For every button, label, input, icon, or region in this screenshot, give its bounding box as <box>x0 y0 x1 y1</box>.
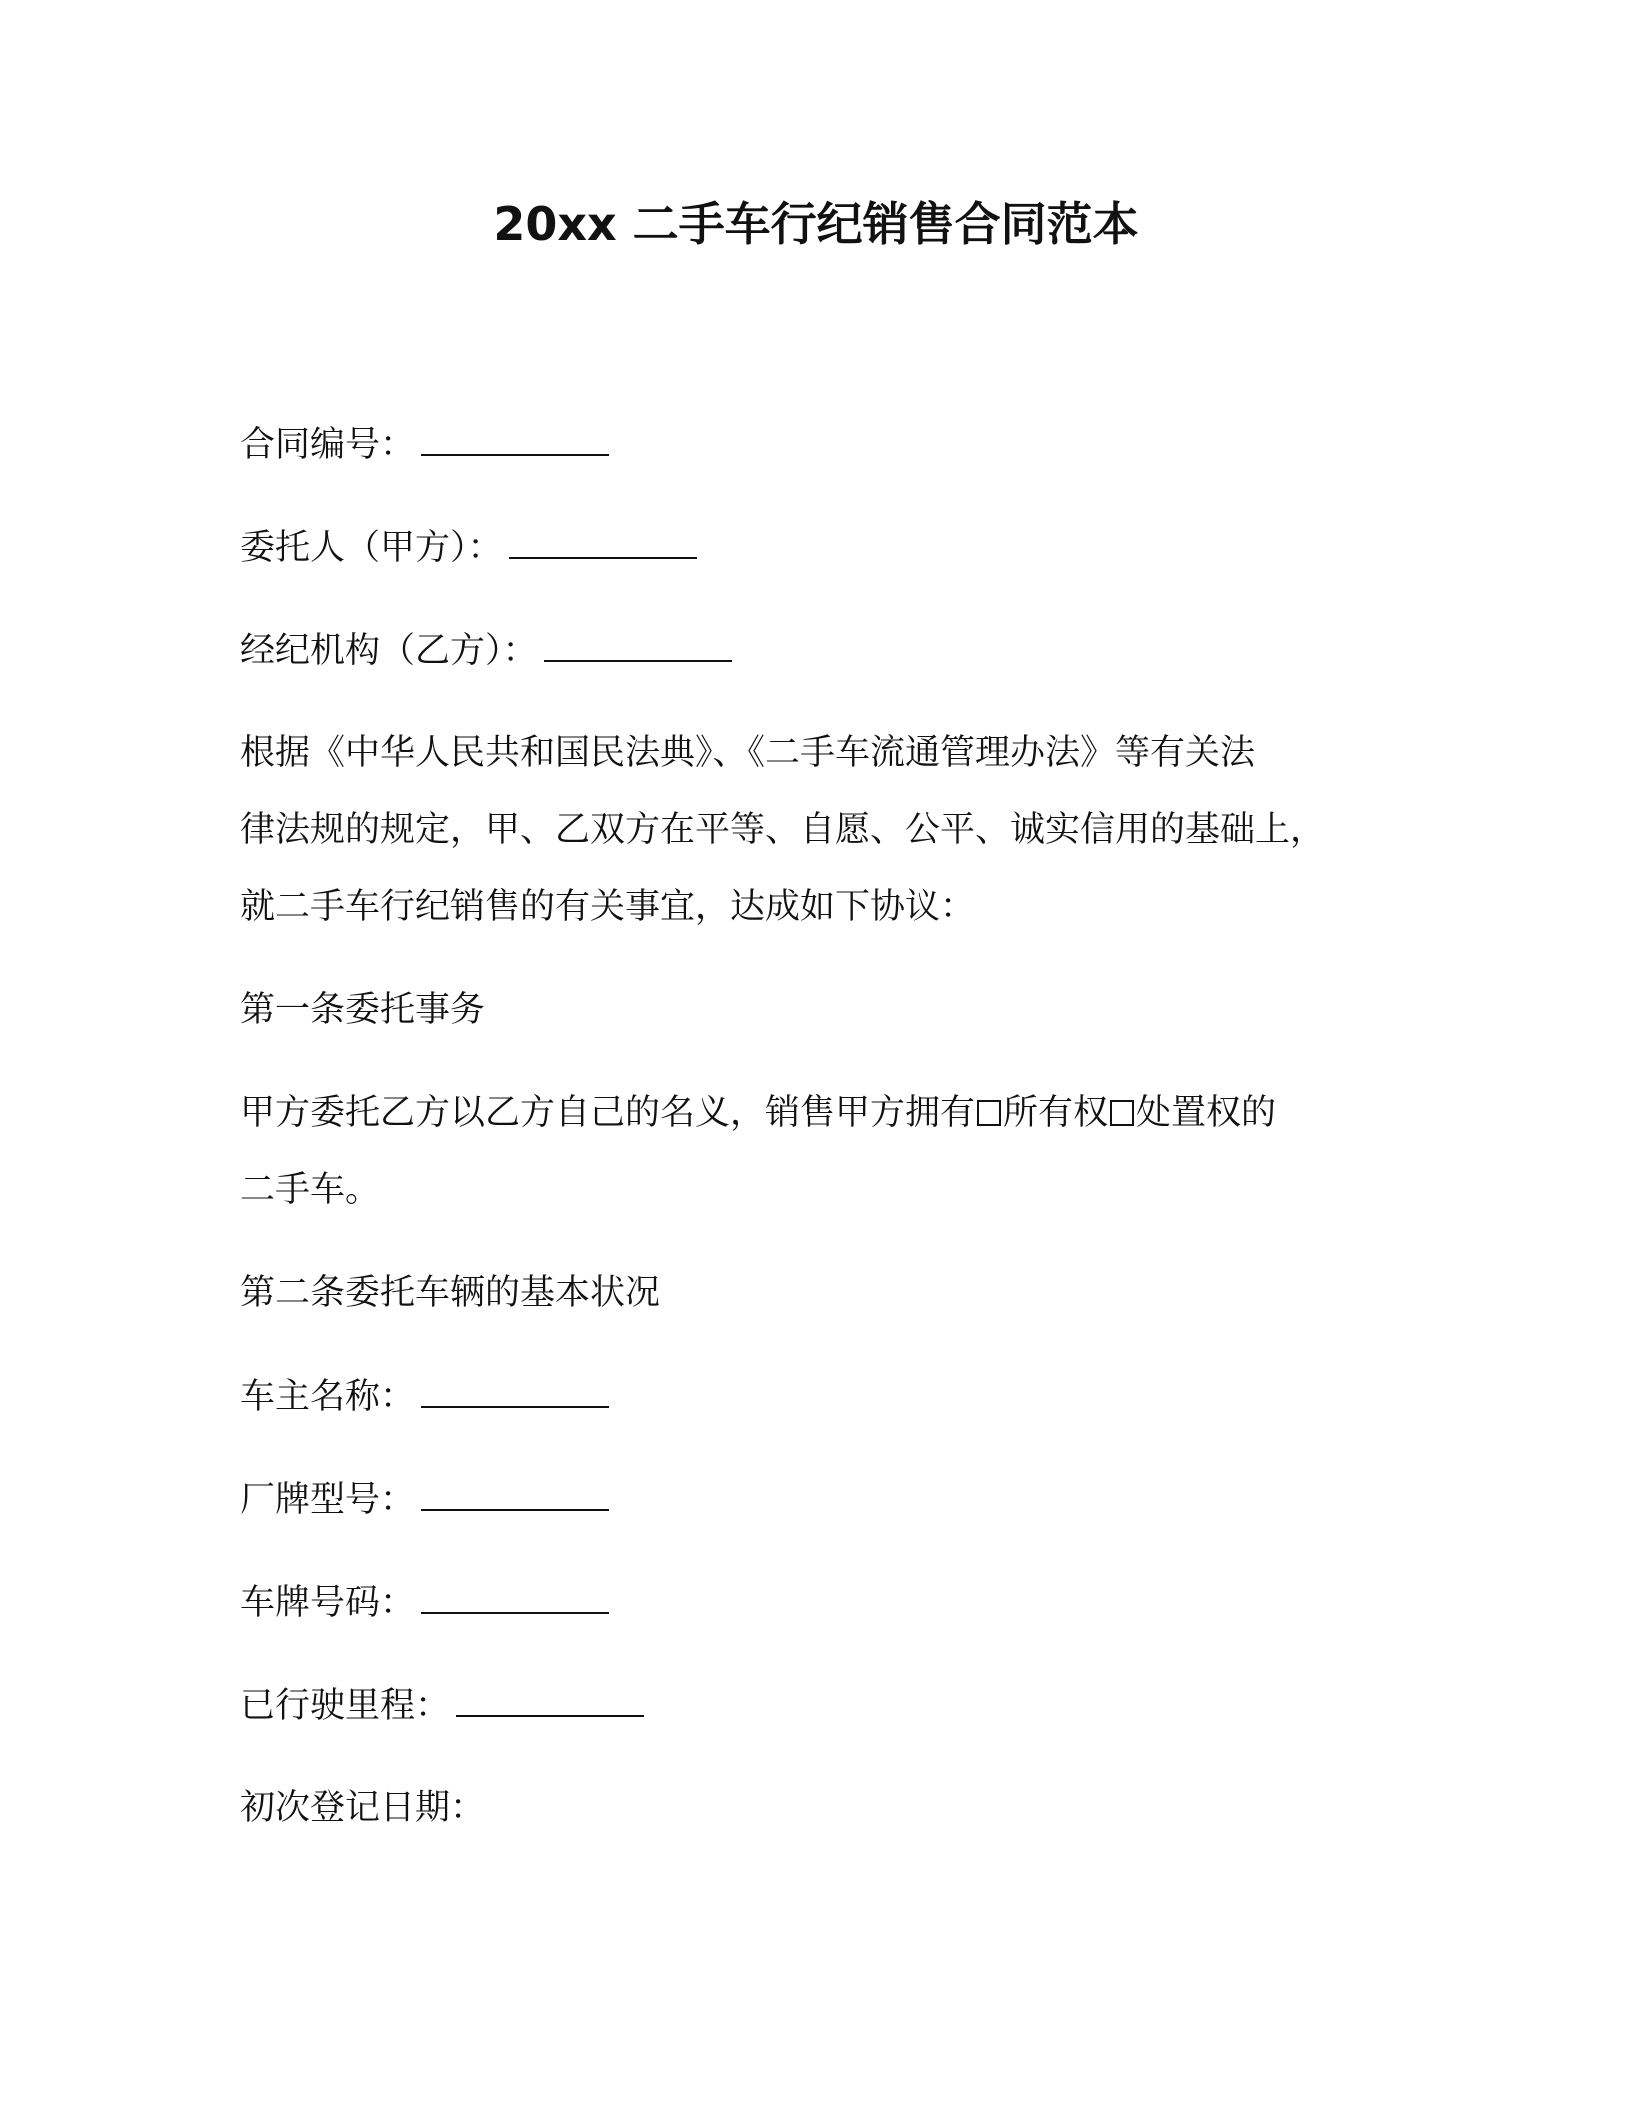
article-1-heading: 第一条委托事务 <box>240 990 486 1030</box>
principal-label: 委托人（甲方）： <box>240 528 503 568</box>
principal-field <box>240 523 697 572</box>
broker-field <box>240 626 732 675</box>
intro-line-2: 律法规的规定，甲、乙双方在平等、自愿、公平、诚实信用的基础上， <box>240 810 1326 850</box>
disposal-right-option-label: 处置权的 <box>1136 1093 1277 1133</box>
intro-line-3: 就二手车行纪销售的有关事宜，达成如下协议： <box>240 887 976 927</box>
owner-name-blank[interactable] <box>421 1372 609 1408</box>
ownership-option-label: 所有权 <box>1003 1093 1109 1133</box>
brand-model-field <box>240 1475 609 1524</box>
plate-number-label: 车牌号码： <box>240 1583 416 1623</box>
article-2-heading: 第二条委托车辆的基本状况 <box>240 1273 661 1313</box>
plate-number-field <box>240 1578 609 1627</box>
article-1-text-line-2: 二手车。 <box>240 1170 381 1210</box>
contract-number-blank[interactable] <box>421 420 609 456</box>
ownership-checkbox[interactable] <box>977 1100 1001 1126</box>
contract-number-label: 合同编号： <box>240 425 416 465</box>
owner-name-label: 车主名称： <box>240 1377 416 1417</box>
broker-blank[interactable] <box>544 626 732 662</box>
disposal-right-checkbox[interactable] <box>1110 1100 1134 1126</box>
plate-number-blank[interactable] <box>421 1578 609 1614</box>
first-registration-field <box>240 1784 485 1832</box>
mileage-blank[interactable] <box>456 1681 644 1717</box>
intro-line-1: 根据《中华人民共和国民法典》、《二手车流通管理办法》等有关法 <box>240 733 1256 773</box>
broker-label: 经纪机构（乙方）： <box>240 631 538 671</box>
mileage-field <box>240 1681 644 1730</box>
first-registration-label: 初次登记日期： <box>240 1788 486 1828</box>
article-1-text: 甲方委托乙方以乙方自己的名义，销售甲方拥有 <box>240 1093 976 1133</box>
brand-model-blank[interactable] <box>421 1475 609 1511</box>
article-1-text-line-1 <box>240 1089 1276 1137</box>
principal-blank[interactable] <box>509 523 697 559</box>
owner-name-field <box>240 1372 609 1421</box>
mileage-label: 已行驶里程： <box>240 1686 451 1726</box>
contract-number-field <box>240 420 609 469</box>
document-title: 20xx 二手车行纪销售合同范本 <box>493 197 1139 251</box>
brand-model-label: 厂牌型号： <box>240 1480 416 1520</box>
